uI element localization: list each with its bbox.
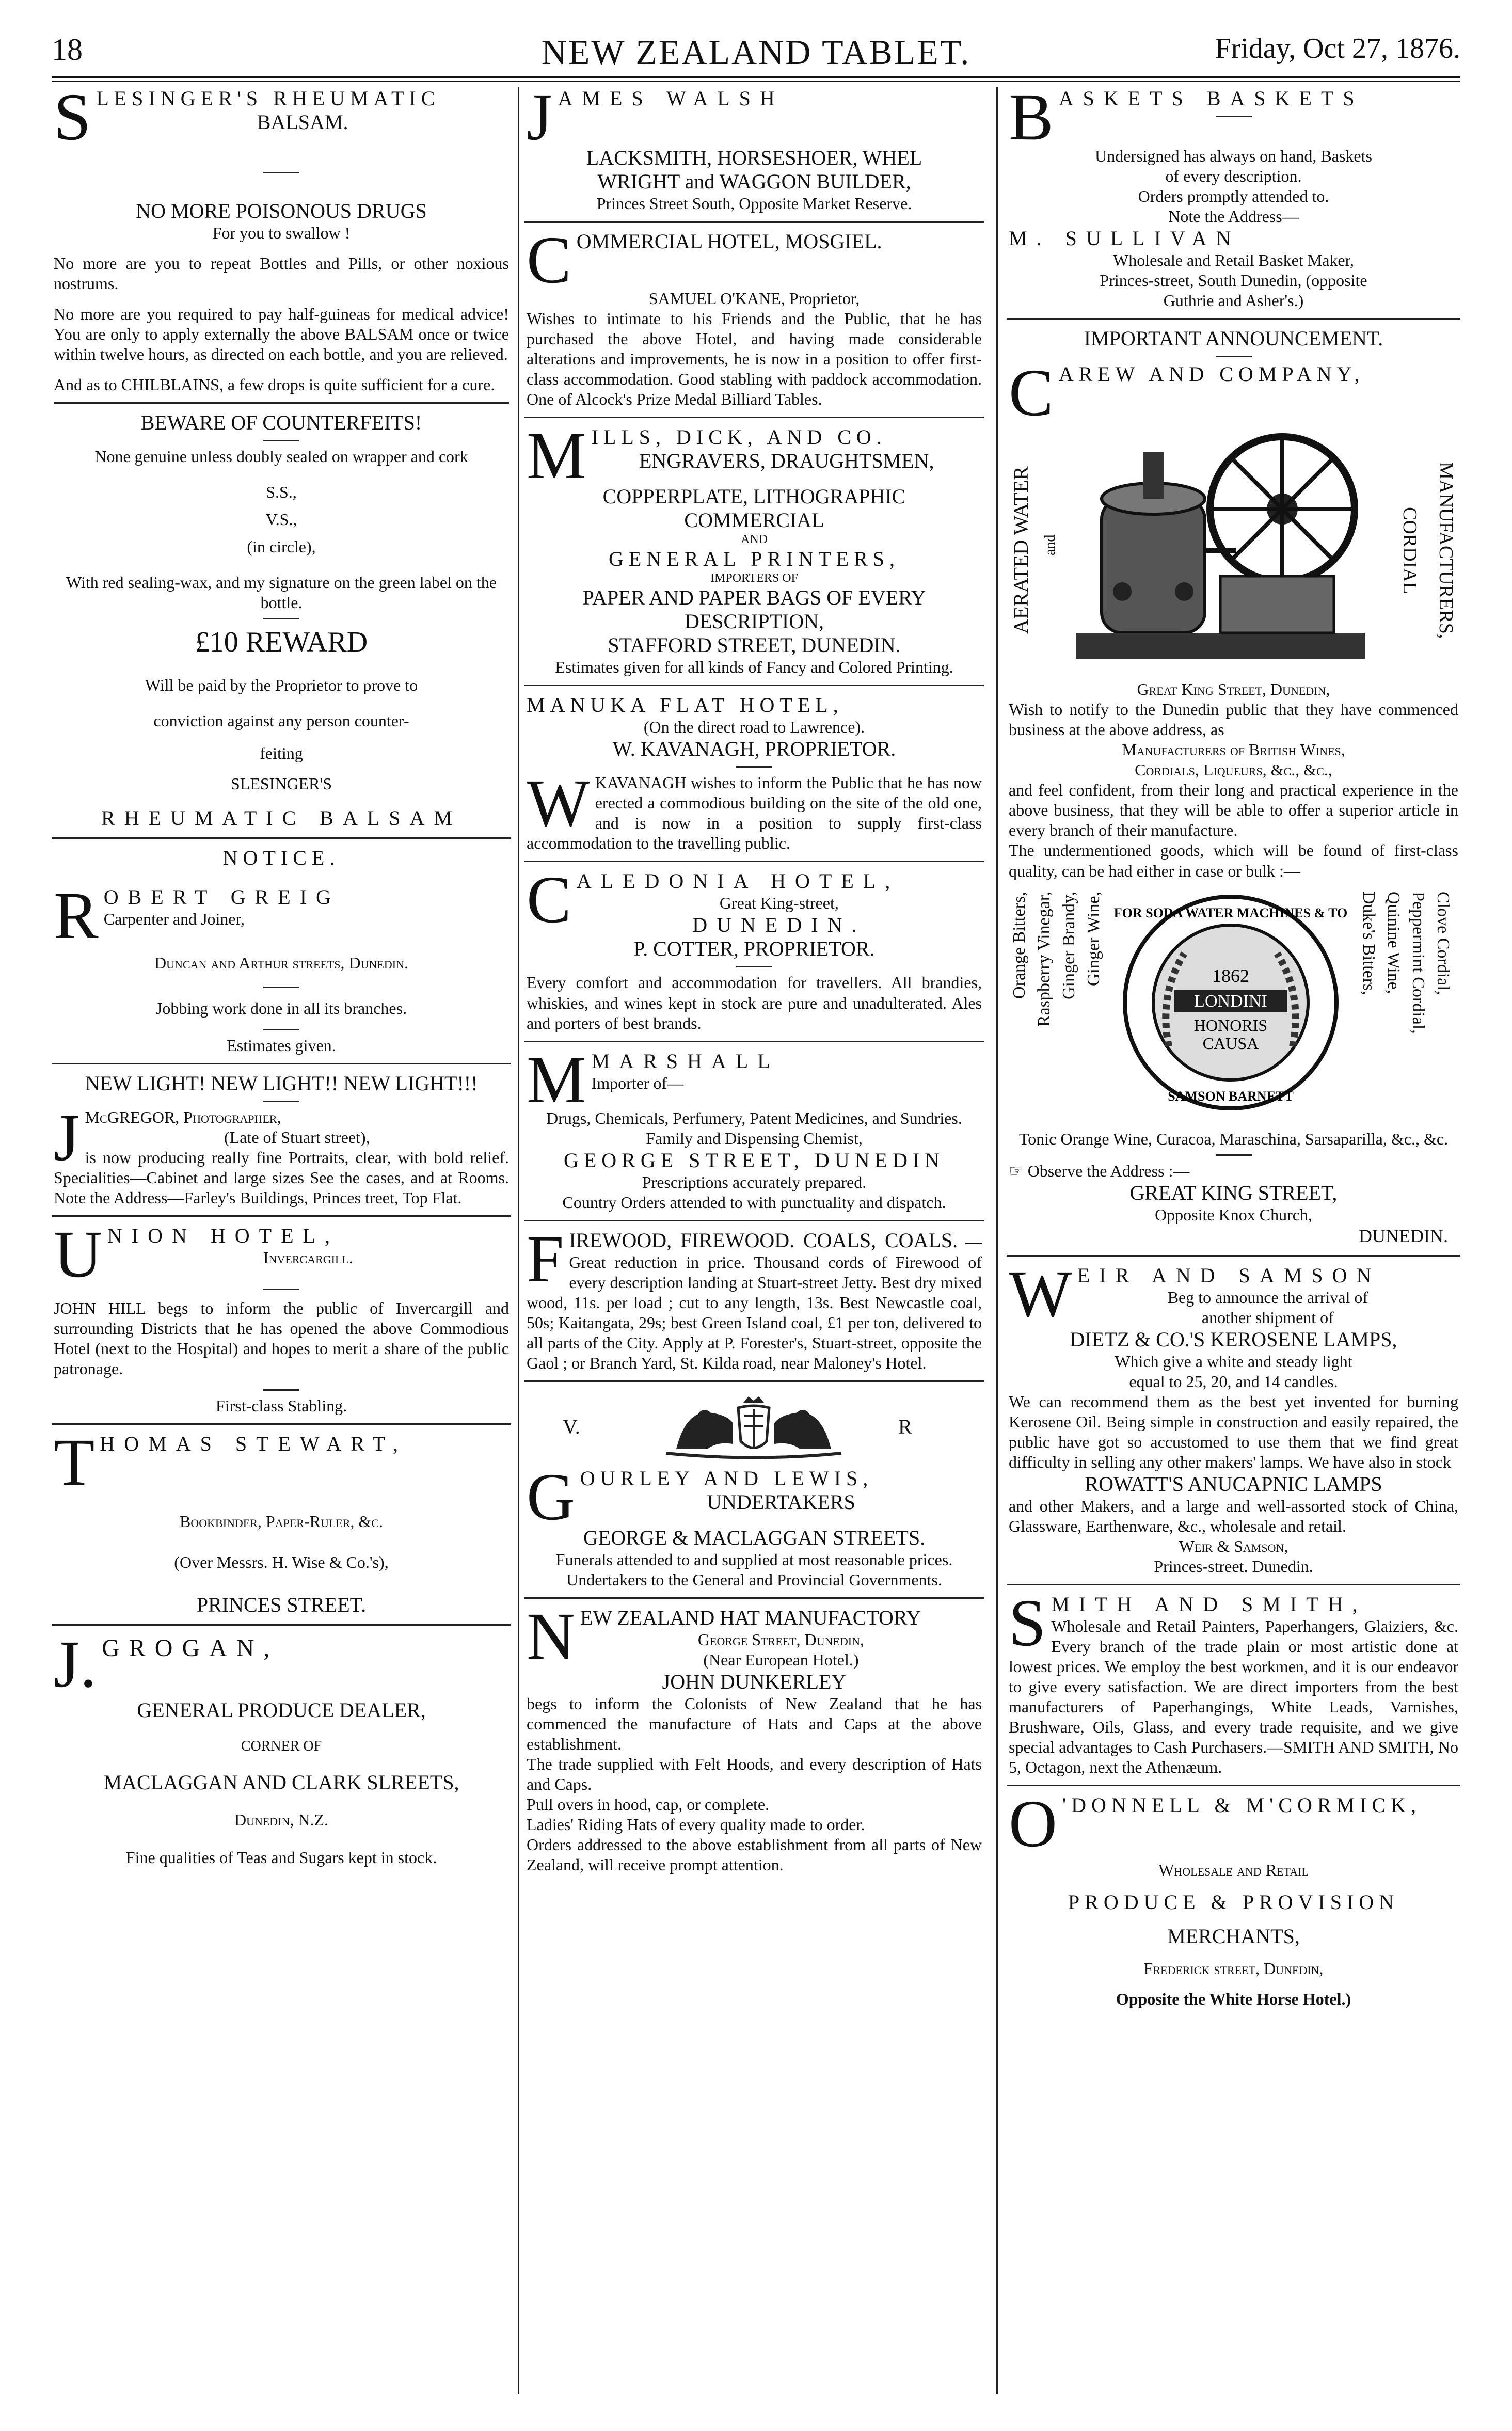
ad-text: equal to 25, 20, and 14 candles. bbox=[1129, 1372, 1338, 1391]
rule bbox=[52, 1624, 511, 1626]
drop-cap: R bbox=[54, 879, 99, 954]
medal-top-text: FOR SODA WATER MACHINES & TO bbox=[1113, 905, 1348, 920]
drop-cap: C bbox=[527, 223, 571, 297]
ad-text: Orders addressed to the above establishment from all parts of New Zealand, will receive prompt attention. bbox=[527, 1835, 982, 1874]
medal-city: LONDINI bbox=[1194, 991, 1267, 1011]
ad-mcgregor bbox=[52, 1072, 511, 1208]
page-number: 18 bbox=[52, 33, 83, 67]
goods-item: Clove Cordial, bbox=[1434, 891, 1453, 995]
drop-cap: S bbox=[1009, 1585, 1046, 1660]
ad-text: No more are you to repeat Bottles and Pills, or other noxious nostrums. bbox=[54, 253, 509, 293]
royal-cipher-r: R bbox=[898, 1415, 912, 1439]
rule bbox=[52, 837, 511, 839]
drop-cap: W bbox=[527, 766, 590, 841]
ad-title: OBERT GREIG bbox=[103, 885, 340, 909]
ad-odonnell bbox=[1007, 1787, 1460, 2009]
dash bbox=[263, 1101, 299, 1102]
rule bbox=[524, 221, 984, 223]
ad-text: Princes Street South, Opposite Market Reserve. bbox=[596, 194, 912, 213]
ad-text: and other Makers, and a large and well-assorted stock of China, Glassware, Earthenware, &c., wholesale and retail. bbox=[1009, 1496, 1458, 1535]
drop-cap: F bbox=[527, 1222, 564, 1297]
ad-text: Princes-street, South Dunedin, (opposite bbox=[1100, 271, 1367, 290]
ad-text: Drugs, Chemicals, Perfumery, Patent Medicines, and Sundries. Family and Dispensing Chemist, bbox=[546, 1109, 962, 1148]
rule bbox=[524, 417, 984, 418]
royal-coat-of-arms-icon bbox=[656, 1392, 852, 1459]
ad-text: The trade supplied with Felt Hoods, and every description of Hats and Caps. bbox=[527, 1755, 982, 1794]
soda-water-machine-icon bbox=[1065, 421, 1380, 679]
ad-title: 'DONNELL & M'CORMICK, bbox=[1062, 1793, 1422, 1817]
ad-weir-samson bbox=[1007, 1257, 1460, 1577]
ad-title-2: BALSAM. bbox=[257, 110, 348, 134]
column-divider bbox=[996, 87, 998, 2394]
ad-text: Country Orders attended to with punctuality and dispatch. bbox=[562, 1193, 946, 1212]
ad-text: Wishes to intimate to his Friends and the Public, that he has purchased the above Hotel, and having made considerable alterations and improvements, he is now in a position to offer first-class accommodation. Good stabling with paddock accommodation. One of Alcock's Prize Medal Billiard Tables. bbox=[527, 309, 982, 409]
side-label: AERATED WATER bbox=[1009, 466, 1032, 634]
ad-title: NION HOTEL, bbox=[107, 1224, 339, 1248]
ad-text: Funerals attended to and supplied at most reasonable prices. bbox=[555, 1550, 953, 1569]
drop-cap: W bbox=[1009, 1257, 1072, 1331]
dash bbox=[263, 1389, 299, 1391]
goods-item: Duke's Bitters, bbox=[1359, 891, 1378, 995]
ad-text: Great King-street, bbox=[719, 894, 839, 913]
ad-text: Orders promptly attended to. bbox=[1138, 186, 1329, 205]
drop-cap: M bbox=[527, 1042, 586, 1117]
ad-text: Bookbinder, Paper-Ruler, &c. bbox=[180, 1512, 383, 1531]
rule bbox=[1007, 1255, 1460, 1257]
drop-cap: O bbox=[1009, 1787, 1057, 1862]
ad-text: Note the Address— bbox=[1168, 206, 1299, 226]
ad-walsh bbox=[524, 87, 984, 214]
ad-union-hotel bbox=[52, 1217, 511, 1416]
ad-text: begs to inform the Colonists of New Zealand that he has commenced the manufacture of Hats and Caps at the above establishment. bbox=[527, 1694, 982, 1754]
ad-text: Undertakers to the General and Provincial Governments. bbox=[566, 1570, 942, 1589]
ad-text: Beg to announce the arrival of bbox=[1167, 1288, 1368, 1307]
ad-text: MACLAGGAN AND CLARK SLREETS, bbox=[103, 1770, 459, 1794]
ad-text: —Great reduction in price. Thousand cords of Firewood of every description landing at Stuart-street Jetty. Best dry mixed wood, 11s. per load ; cut to any length, 13s. Best Newcastle coal, 50s; Kaitangata, 29s; best Green Island coal, £1 per ton, delivered to all parts of the City. Apply at P. Forester's, Stuart-street, opposite the Gaol ; or Branch Yard, St. Kilda road, near Maloney's Hotel. bbox=[527, 1232, 982, 1373]
rule bbox=[524, 1220, 984, 1221]
rule bbox=[524, 861, 984, 862]
rule bbox=[524, 685, 984, 686]
ad-hat-manufactory bbox=[524, 1599, 984, 1875]
medal-motto-2: CAUSA bbox=[1202, 1034, 1259, 1053]
ad-text: Prescriptions accurately prepared. bbox=[642, 1173, 867, 1192]
ad-text: Importer of— bbox=[591, 1073, 684, 1092]
ad-title: EW ZEALAND HAT MANUFACTORY bbox=[580, 1606, 921, 1629]
ad-commercial-hotel bbox=[524, 223, 984, 410]
ad-heading: BEWARE OF COUNTERFEITS! bbox=[140, 410, 422, 434]
ad-text: V.S., bbox=[265, 510, 297, 529]
medal-bottom-text: SAMSON BARNETT bbox=[1168, 1088, 1294, 1104]
ad-title: HOMAS STEWART, bbox=[100, 1432, 407, 1455]
ad-text: GEORGE & MACLAGGAN STREETS. bbox=[583, 1526, 926, 1549]
ad-text: COMMERCIAL bbox=[684, 508, 824, 532]
dash bbox=[1216, 116, 1252, 117]
ad-text: COPPERPLATE, LITHOGRAPHIC bbox=[602, 484, 906, 508]
rule bbox=[524, 1597, 984, 1599]
drop-cap: T bbox=[54, 1425, 95, 1500]
ad-text: First-class Stabling. bbox=[215, 1396, 347, 1415]
ad-text: CORNER OF bbox=[241, 1738, 322, 1754]
ad-text: DUNEDIN. bbox=[1359, 1225, 1448, 1246]
ad-carew bbox=[1007, 327, 1460, 1248]
royal-cipher-v: V. bbox=[563, 1415, 580, 1439]
ad-text: W. KAVANAGH, PROPRIETOR. bbox=[612, 737, 896, 761]
ad-text: LACKSMITH, HORSESHOER, WHEL bbox=[586, 146, 922, 169]
rule bbox=[524, 1041, 984, 1042]
ad-gourley-lewis bbox=[524, 1392, 984, 1590]
ad-text: Every comfort and accommodation for travellers. All brandies, whiskies, and wines kept in stock are pure and unadulterated. Ales and porters of best brands. bbox=[527, 973, 982, 1032]
ad-title: ASKETS BASKETS bbox=[1058, 87, 1364, 110]
ad-text: conviction against any person counter- bbox=[153, 711, 409, 730]
pointing-hand-icon: ☞ bbox=[1009, 1161, 1024, 1180]
ad-text: For you to swallow ! bbox=[212, 223, 351, 242]
drop-cap: J bbox=[527, 87, 553, 154]
ad-text: Invercargill. bbox=[263, 1248, 353, 1267]
ad-text: Wholesale and Retail bbox=[1158, 1860, 1309, 1879]
ad-text: Weir & Samson, bbox=[1179, 1536, 1288, 1555]
side-label: MANUFACTURERS, bbox=[1435, 462, 1457, 639]
ad-text: UNDERTAKERS bbox=[707, 1490, 855, 1514]
column-3 bbox=[1007, 87, 1460, 2394]
ad-title: EIR AND SAMSON bbox=[1077, 1263, 1381, 1287]
ad-text: Great King Street, Dunedin, bbox=[1137, 680, 1330, 699]
dash bbox=[263, 1029, 299, 1030]
ad-title: AMES WALSH bbox=[558, 87, 784, 110]
ad-text: GENERAL PRINTERS, bbox=[608, 547, 900, 570]
ad-text: JOHN DUNKERLEY bbox=[662, 1670, 847, 1693]
ad-text: is now producing really fine Portraits, clear, with bold relief. Specialities—Cabinet and large sizes See the cases, and at Rooms. Note the Address—Farley's Buildings, Princes treet, Top Flat. bbox=[54, 1148, 509, 1207]
ad-title: IREWOOD, FIREWOOD. COALS, COALS. bbox=[569, 1229, 958, 1252]
ad-title: MARSHALL bbox=[591, 1049, 779, 1073]
ad-text: With red sealing-wax, and my signature on the green label on the bottle. bbox=[66, 573, 497, 612]
ad-text: (Near European Hotel.) bbox=[703, 1650, 859, 1669]
ad-text: Carpenter and Joiner, bbox=[103, 910, 245, 929]
ad-text: Undersigned has always on hand, Baskets bbox=[1095, 146, 1372, 165]
ad-heading: NO MORE POISONOUS DRUGS bbox=[136, 199, 427, 223]
dash bbox=[736, 766, 772, 768]
ad-baskets bbox=[1007, 87, 1460, 311]
ad-text: IMPORTERS OF bbox=[710, 571, 798, 585]
ad-greig bbox=[52, 846, 511, 1056]
ad-title: ILLS, DICK, AND CO. bbox=[591, 425, 887, 449]
ad-text: (Over Messrs. H. Wise & Co.'s), bbox=[174, 1553, 389, 1572]
ad-firewood bbox=[524, 1222, 984, 1373]
ad-manuka-flat bbox=[524, 693, 984, 853]
ad-text: DESCRIPTION, bbox=[684, 610, 824, 633]
issue-date: Friday, Oct 27, 1876. bbox=[1215, 33, 1460, 65]
ad-text: SAMUEL O'KANE, Proprietor, bbox=[648, 289, 860, 308]
dash bbox=[1216, 1154, 1252, 1156]
ad-slesinger bbox=[52, 87, 511, 830]
ad-text: Opposite Knox Church, bbox=[1155, 1205, 1312, 1224]
header-rule-2 bbox=[52, 81, 1460, 82]
ad-text: Wholesale and Retail Basket Maker, bbox=[1113, 250, 1354, 269]
ad-text: ENGRAVERS, DRAUGHTSMEN, bbox=[639, 449, 934, 473]
rule bbox=[1007, 1584, 1460, 1585]
column-2 bbox=[524, 87, 984, 2394]
ad-title: OURLEY AND LEWIS, bbox=[580, 1467, 873, 1490]
dash bbox=[263, 172, 299, 173]
ad-text: and feel confident, from their long and practical experience in the above business, that they will be able to offer a superior article in every branch of their manufacture. bbox=[1009, 781, 1458, 840]
rule bbox=[1007, 1785, 1460, 1786]
ad-text: Wish to notify to the Dunedin public that they have commenced business at the above address, as bbox=[1009, 700, 1458, 739]
column-1 bbox=[52, 87, 511, 2394]
ad-text: (in circle), bbox=[247, 537, 316, 556]
ad-text: (Late of Stuart street), bbox=[224, 1127, 370, 1147]
ad-text: GREAT KING STREET, bbox=[1129, 1181, 1338, 1204]
ad-text: Wholesale and Retail Painters, Paperhangers, Glaiziers, &c. Every branch of the trade plain or most artistic done at lowest prices. We employ the best workmen, and it is our endeavor to give every satisfaction. We are direct importers from the best manufacturers of Paperhangings, White Leads, Varnishes, Brushware, Oils, Glass, and every trade requisite, and we give special advantages to Cash Purchasers.—SMITH AND SMITH, No 5, Octagon, next the Athenæum. bbox=[1009, 1616, 1458, 1777]
header-rule bbox=[52, 76, 1460, 78]
ad-text: No more are you required to pay half-guineas for medical advice! You are only to apply externally the above BALSAM once or twice within twelve hours, as directed on each bottle, and you are relieved. bbox=[54, 304, 509, 363]
drop-cap: J bbox=[54, 1100, 80, 1175]
ad-text: GEORGE STREET, DUNEDIN bbox=[563, 1149, 945, 1172]
newspaper-title: NEW ZEALAND TABLET. bbox=[541, 33, 971, 72]
ad-mills-dick bbox=[524, 419, 984, 677]
ad-text: SLESINGER'S bbox=[230, 774, 332, 793]
drop-cap: S bbox=[54, 87, 91, 154]
side-label: CORDIAL bbox=[1399, 506, 1421, 594]
rule bbox=[52, 1063, 511, 1064]
ad-text: M. SULLIVAN bbox=[1009, 226, 1240, 250]
ad-text: We can recommend them as the best yet invented for burning Kerosene Oil. Being simple in construction and easily repaired, the public have got so accustomed to use them that we find great difficulty in selling any other makers' lamps. We have also in stock bbox=[1009, 1392, 1458, 1471]
ad-text: George Street, Dunedin, bbox=[697, 1630, 864, 1649]
drop-cap: U bbox=[54, 1217, 102, 1292]
side-label: and bbox=[1042, 535, 1058, 556]
ad-text: And as to CHILBLAINS, a few drops is quite sufficient for a cure. bbox=[54, 375, 495, 394]
ad-text: Jobbing work done in all its branches. bbox=[155, 998, 407, 1018]
ad-text: Cordials, Liqueurs, &c., &c., bbox=[1135, 760, 1332, 780]
ad-text: feiting bbox=[260, 744, 303, 763]
ad-text: Which give a white and steady light bbox=[1115, 1352, 1352, 1371]
rule bbox=[54, 402, 509, 404]
ad-text: STAFFORD STREET, DUNEDIN. bbox=[608, 633, 901, 657]
ad-text: PRINCES STREET. bbox=[196, 1593, 367, 1617]
drop-cap: G bbox=[527, 1460, 575, 1535]
drop-cap: C bbox=[527, 863, 571, 938]
medal-year: 1862 bbox=[1212, 965, 1249, 986]
ad-text: KAVANAGH wishes to inform the Public that he has now erected a commodious building on the site of the old one, and is now in a position to supply first-class accommodation to the travelling public. bbox=[527, 773, 982, 853]
ad-stewart bbox=[52, 1425, 511, 1617]
dash bbox=[1216, 356, 1252, 357]
ad-title: McGREGOR, Photographer, bbox=[85, 1107, 281, 1126]
ad-text: of every description. bbox=[1165, 166, 1302, 185]
ad-heading: NEW LIGHT! NEW LIGHT!! NEW LIGHT!!! bbox=[85, 1071, 478, 1095]
ad-text: Tonic Orange Wine, Curacoa, Maraschina, Sarsaparilla, &c., &c. bbox=[1018, 1129, 1449, 1148]
dash bbox=[736, 966, 772, 967]
ad-title: MANUKA FLAT HOTEL, bbox=[527, 693, 843, 717]
ad-text: WRIGHT and WAGGON BUILDER, bbox=[597, 169, 911, 193]
ad-title: AREW AND COMPANY, bbox=[1058, 362, 1365, 386]
dash bbox=[263, 440, 299, 441]
page-header bbox=[52, 31, 1460, 72]
rule bbox=[1007, 318, 1460, 320]
ad-text: DIETZ & CO.'S KEROSENE LAMPS, bbox=[1070, 1327, 1397, 1351]
ad-heading: NOTICE. bbox=[222, 846, 340, 870]
ad-text: PAPER AND PAPER BAGS OF EVERY bbox=[582, 586, 926, 610]
goods-item: Raspberry Vinegar, bbox=[1034, 891, 1054, 1027]
ad-caledonia-hotel bbox=[524, 863, 984, 1033]
ad-text: ROWATT'S ANUCAPNIC LAMPS bbox=[1085, 1472, 1382, 1496]
ad-text: Dunedin, N.Z. bbox=[234, 1810, 329, 1829]
ad-smith-and-smith bbox=[1007, 1585, 1460, 1777]
drop-cap: M bbox=[527, 419, 586, 494]
ad-text: The undermentioned goods, which will be found of first-class quality, can be had either in case or bulk :— bbox=[1009, 841, 1458, 880]
drop-cap: J. bbox=[54, 1627, 97, 1702]
ad-text: Ladies' Riding Hats of every quality made to order. bbox=[527, 1815, 865, 1834]
ad-text: another shipment of bbox=[1201, 1308, 1334, 1327]
ad-text: GENERAL PRODUCE DEALER, bbox=[137, 1698, 426, 1722]
drop-cap: N bbox=[527, 1599, 575, 1674]
ad-text: Fine qualities of Teas and Sugars kept in stock. bbox=[125, 1848, 437, 1867]
goods-item: Peppermint Cordial, bbox=[1409, 891, 1428, 1034]
ad-title: LESINGER'S RHEUMATIC bbox=[96, 87, 440, 110]
ad-text: Guthrie and Asher's.) bbox=[1163, 291, 1304, 310]
right-goods-list bbox=[1355, 892, 1454, 1108]
dash bbox=[263, 618, 299, 619]
column-divider bbox=[518, 87, 519, 2394]
ad-marshall bbox=[524, 1042, 984, 1213]
dash bbox=[263, 1289, 299, 1290]
rule bbox=[524, 1380, 984, 1382]
medal-motto-1: HONORIS bbox=[1193, 1015, 1268, 1035]
goods-item: Quinine Wine, bbox=[1384, 891, 1403, 994]
ad-text: Observe the Address :— bbox=[1027, 1161, 1190, 1180]
ad-text: Estimates given for all kinds of Fancy and Colored Printing. bbox=[555, 658, 953, 677]
ad-text: Estimates given. bbox=[227, 1036, 336, 1055]
ad-text: Princes-street. Dunedin. bbox=[1154, 1556, 1313, 1576]
ad-text: P. COTTER, PROPRIETOR. bbox=[633, 937, 875, 961]
ad-heading: IMPORTANT ANNOUNCEMENT. bbox=[1084, 326, 1383, 350]
goods-item: Ginger Wine, bbox=[1084, 891, 1103, 986]
ad-text: S.S., bbox=[266, 482, 297, 501]
medal-block bbox=[1009, 892, 1458, 1129]
ad-grogan bbox=[52, 1627, 511, 1868]
ad-title: GROGAN, bbox=[102, 1634, 279, 1662]
ad-text: (On the direct road to Lawrence). bbox=[643, 718, 865, 737]
goods-item: Orange Bitters, bbox=[1010, 891, 1029, 999]
reward-heading: £10 REWARD bbox=[195, 626, 368, 658]
ad-title: MITH AND SMITH, bbox=[1051, 1592, 1367, 1616]
ad-text: AND bbox=[741, 532, 768, 546]
ad-text: Manufacturers of British Wines, bbox=[1122, 740, 1345, 759]
ad-text: Pull overs in hood, cap, or complete. bbox=[527, 1795, 770, 1814]
royal-arms-row bbox=[527, 1392, 982, 1459]
prize-medal-icon bbox=[1112, 892, 1349, 1114]
ad-text: JOHN HILL begs to inform the public of Invercargill and surrounding Districts that he has opened the above Commodious Hotel (next to the Hospital) and hopes to merit a share of the public patronage. bbox=[54, 1298, 509, 1378]
rule bbox=[52, 1423, 511, 1425]
ad-text: Opposite the White Horse Hotel.) bbox=[1116, 1989, 1351, 2008]
ad-text: PRODUCE & PROVISION bbox=[1068, 1890, 1399, 1914]
ad-text: MERCHANTS, bbox=[1167, 1924, 1300, 1948]
ad-title: OMMERCIAL HOTEL, MOSGIEL. bbox=[576, 229, 882, 253]
ad-text: Frederick street, Dunedin, bbox=[1143, 1959, 1324, 1978]
rule bbox=[52, 1215, 511, 1217]
drop-cap: B bbox=[1009, 87, 1054, 154]
goods-item: Ginger Brandy, bbox=[1059, 891, 1078, 999]
ad-text: None genuine unless doubly sealed on wrapper and cork bbox=[94, 447, 468, 466]
ad-text: DUNEDIN. bbox=[692, 913, 866, 937]
drop-cap: C bbox=[1009, 355, 1054, 430]
dash bbox=[263, 987, 299, 988]
ad-text: Duncan and Arthur streets, Dunedin. bbox=[154, 953, 408, 972]
ad-title: ALEDONIA HOTEL, bbox=[576, 869, 900, 893]
ad-text: RHEUMATIC BALSAM bbox=[101, 806, 462, 830]
carew-illustration-block bbox=[1009, 421, 1458, 679]
left-goods-list bbox=[1009, 892, 1108, 1108]
ad-text: Will be paid by the Proprietor to prove to bbox=[145, 676, 418, 695]
